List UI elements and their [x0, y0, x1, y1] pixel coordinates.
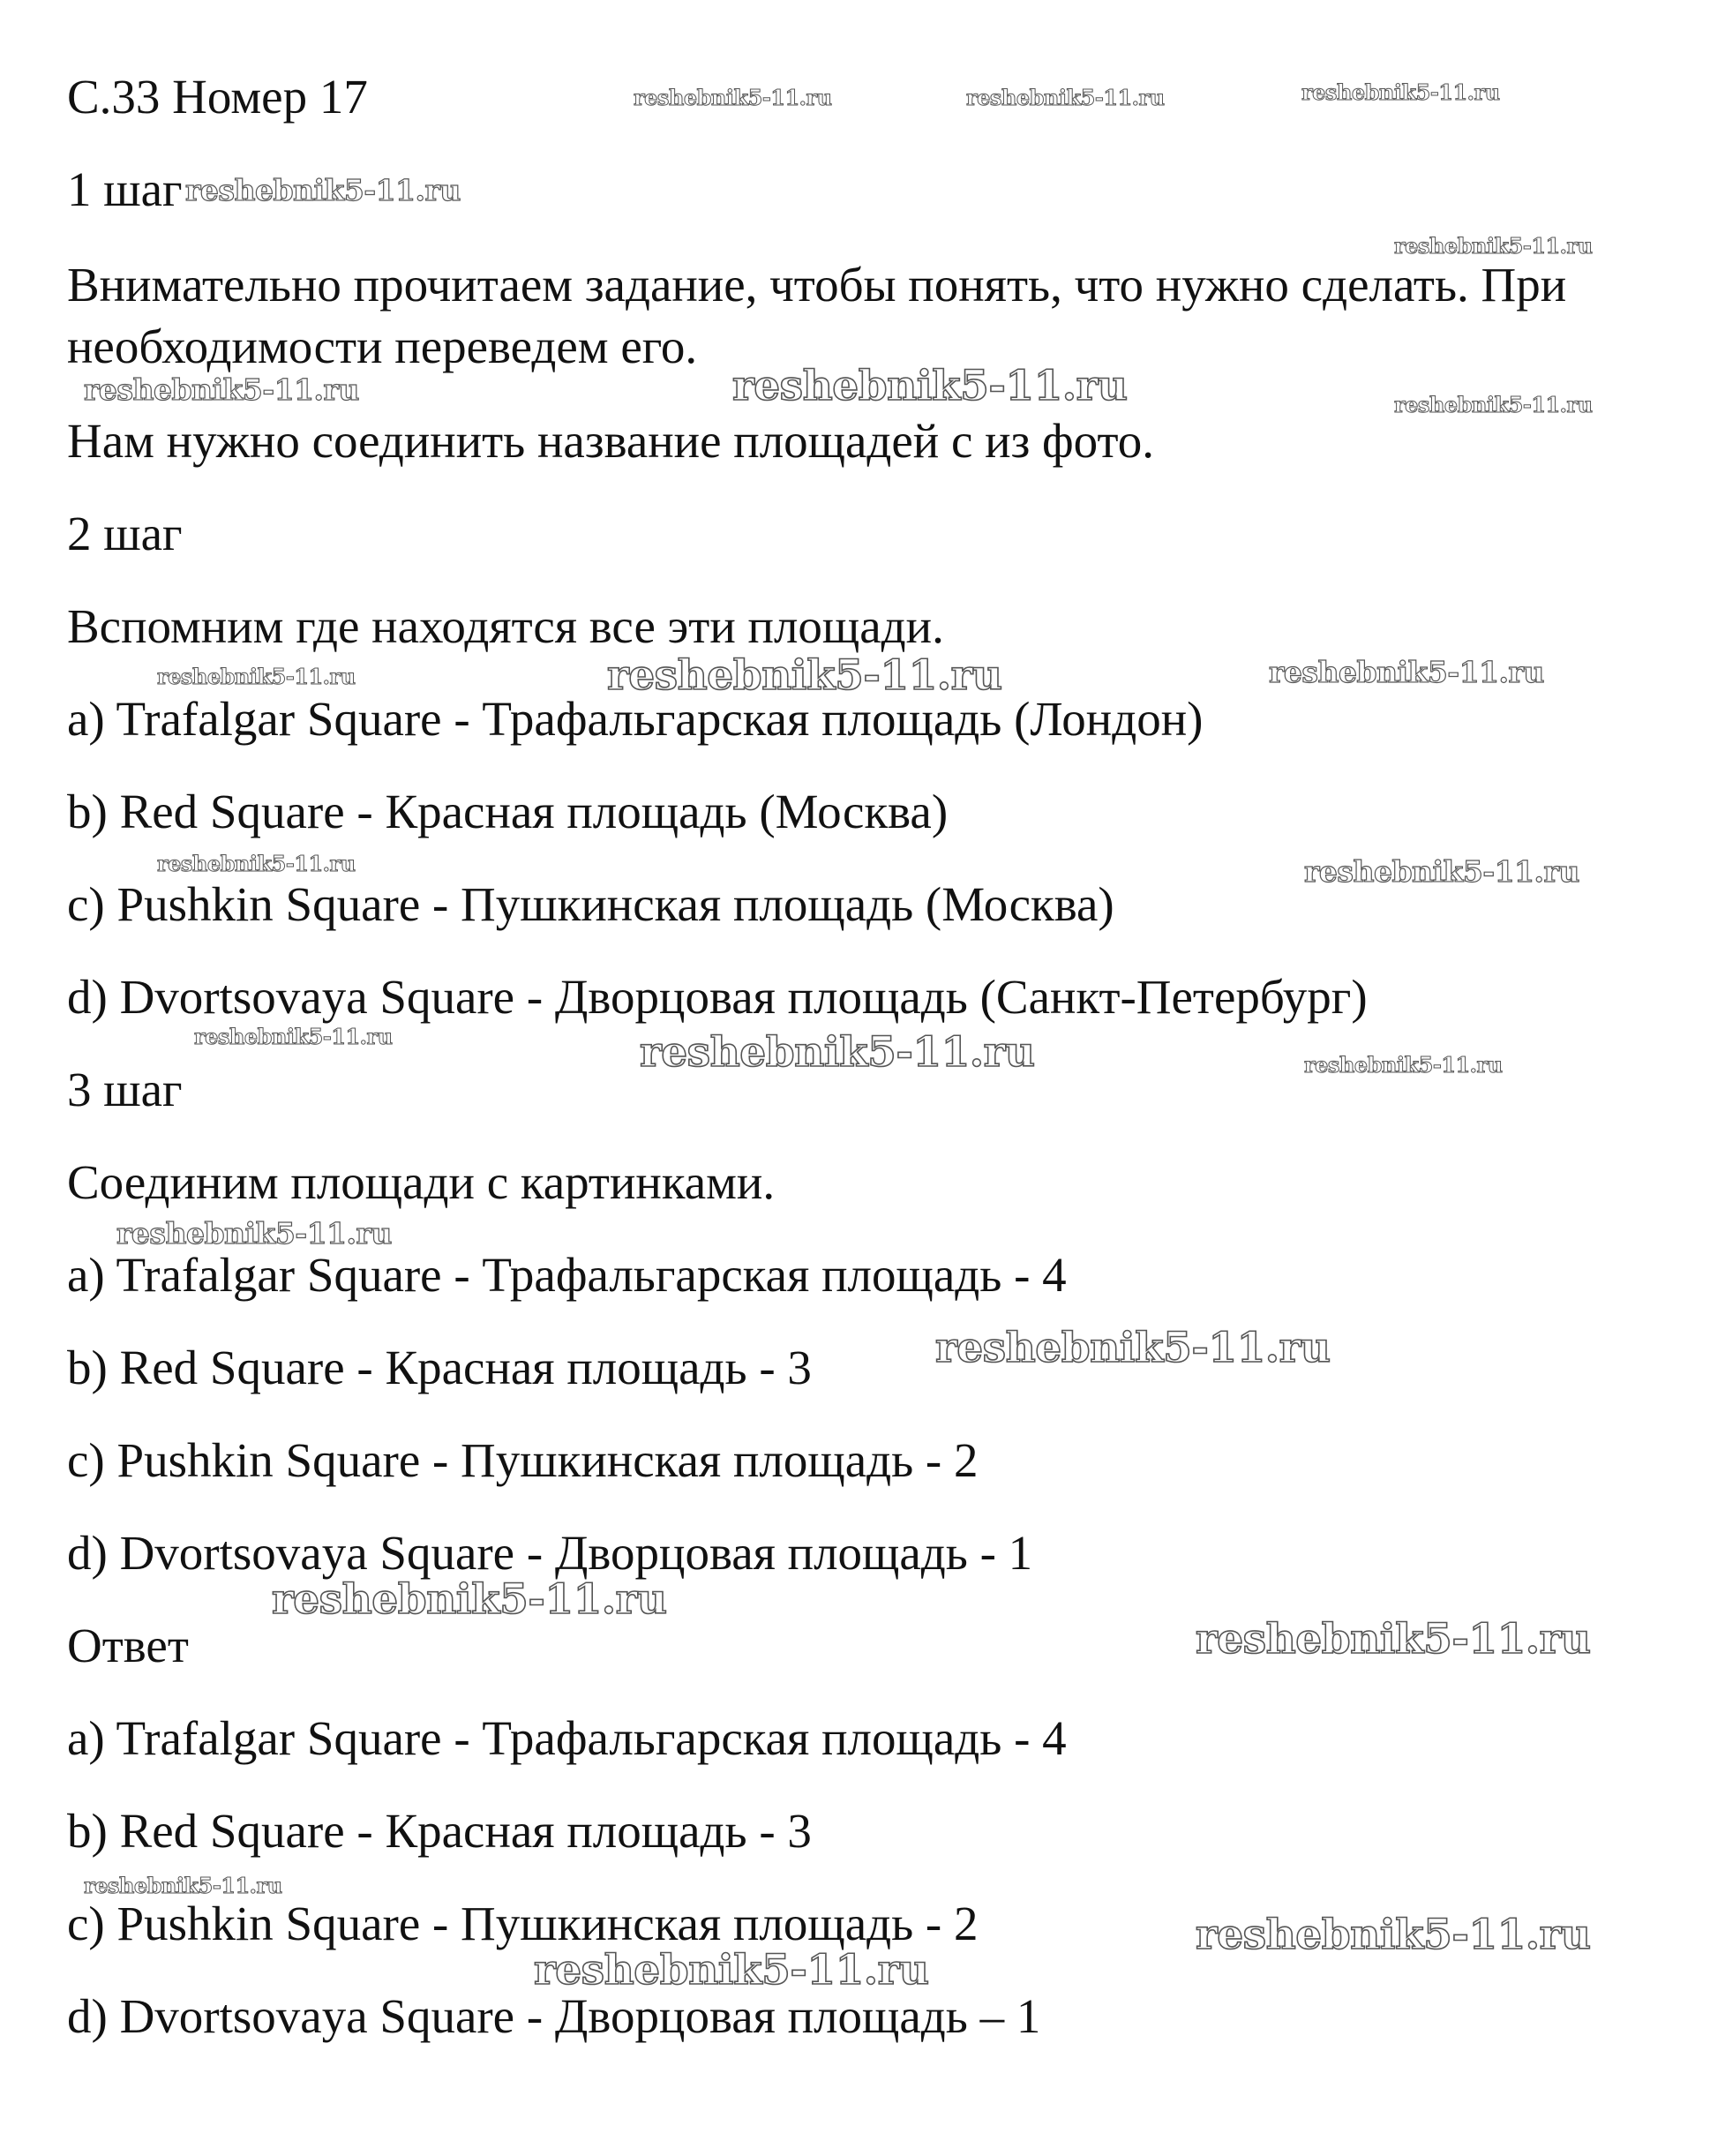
watermark: reshebnik5-11.ru — [157, 851, 356, 876]
step-1-text-line-2: необходимости переведем его. — [67, 319, 698, 373]
step-3-text: Соединим площади с картинками. — [67, 1155, 776, 1209]
watermark: reshebnik5-11.ru — [607, 651, 1002, 700]
watermark: reshebnik5-11.ru — [84, 1873, 282, 1898]
watermark: reshebnik5-11.ru — [272, 1575, 667, 1624]
watermark: reshebnik5-11.ru — [1394, 392, 1593, 417]
step-2-item-b: b) Red Square - Красная площадь (Москва) — [67, 785, 949, 838]
step-3-item-a: a) Trafalgar Square - Трафальгарская площадь - 4 — [67, 1248, 1067, 1302]
answer-item-c: c) Pushkin Square - Пушкинская площадь - 2 — [67, 1897, 979, 1950]
watermark: reshebnik5-11.ru — [935, 1324, 1331, 1372]
watermark: reshebnik5-11.ru — [732, 362, 1128, 410]
watermark: reshebnik5-11.ru — [84, 372, 359, 407]
watermark: reshebnik5-11.ru — [116, 1216, 392, 1251]
answer-item-d: d) Dvortsovaya Square - Дворцовая площадь – 1 — [67, 1989, 1041, 2043]
watermark: reshebnik5-11.ru — [1304, 1052, 1503, 1078]
answer-heading: Ответ — [67, 1619, 189, 1672]
step-2-item-a: a) Trafalgar Square - Трафальгарская площадь (Лондон) — [67, 692, 1204, 746]
watermark: reshebnik5-11.ru — [1301, 79, 1500, 105]
watermark: reshebnik5-11.ru — [194, 1024, 393, 1049]
watermark: reshebnik5-11.ru — [966, 85, 1165, 110]
watermark: reshebnik5-11.ru — [1394, 233, 1593, 259]
answer-item-a: a) Trafalgar Square - Трафальгарская площадь - 4 — [67, 1711, 1067, 1765]
step-1-text-line-1: Внимательно прочитаем задание, чтобы понять, что нужно сделать. При — [67, 258, 1567, 312]
watermark: reshebnik5-11.ru — [1304, 854, 1579, 889]
answer-item-b: b) Red Square - Красная площадь - 3 — [67, 1804, 812, 1858]
watermark: reshebnik5-11.ru — [1196, 1911, 1591, 1959]
step-1-task: Нам нужно соединить название площадей с из фото. — [67, 414, 1155, 468]
step-2-text: Вспомним где находятся все эти площади. — [67, 599, 944, 653]
watermark: reshebnik5-11.ru — [534, 1946, 929, 1994]
step-1-heading: 1 шаг — [67, 162, 183, 216]
step-3-heading: 3 шаг — [67, 1063, 183, 1116]
watermark: reshebnik5-11.ru — [1269, 655, 1544, 689]
step-2-item-d: d) Dvortsovaya Square - Дворцовая площадь (Санкт-Петербург) — [67, 970, 1368, 1024]
watermark: reshebnik5-11.ru — [634, 85, 832, 110]
watermark: reshebnik5-11.ru — [640, 1028, 1035, 1077]
page-heading: С.33 Номер 17 — [67, 70, 368, 124]
watermark: reshebnik5-11.ru — [1196, 1615, 1591, 1664]
step-3-item-c: c) Pushkin Square - Пушкинская площадь - 2 — [67, 1433, 979, 1487]
step-3-item-b: b) Red Square - Красная площадь - 3 — [67, 1341, 812, 1394]
watermark: reshebnik5-11.ru — [185, 173, 461, 207]
watermark: reshebnik5-11.ru — [157, 664, 356, 689]
step-2-item-c: c) Pushkin Square - Пушкинская площадь (Москва) — [67, 877, 1114, 931]
step-2-heading: 2 шаг — [67, 507, 183, 560]
step-3-item-d: d) Dvortsovaya Square - Дворцовая площадь - 1 — [67, 1526, 1033, 1580]
